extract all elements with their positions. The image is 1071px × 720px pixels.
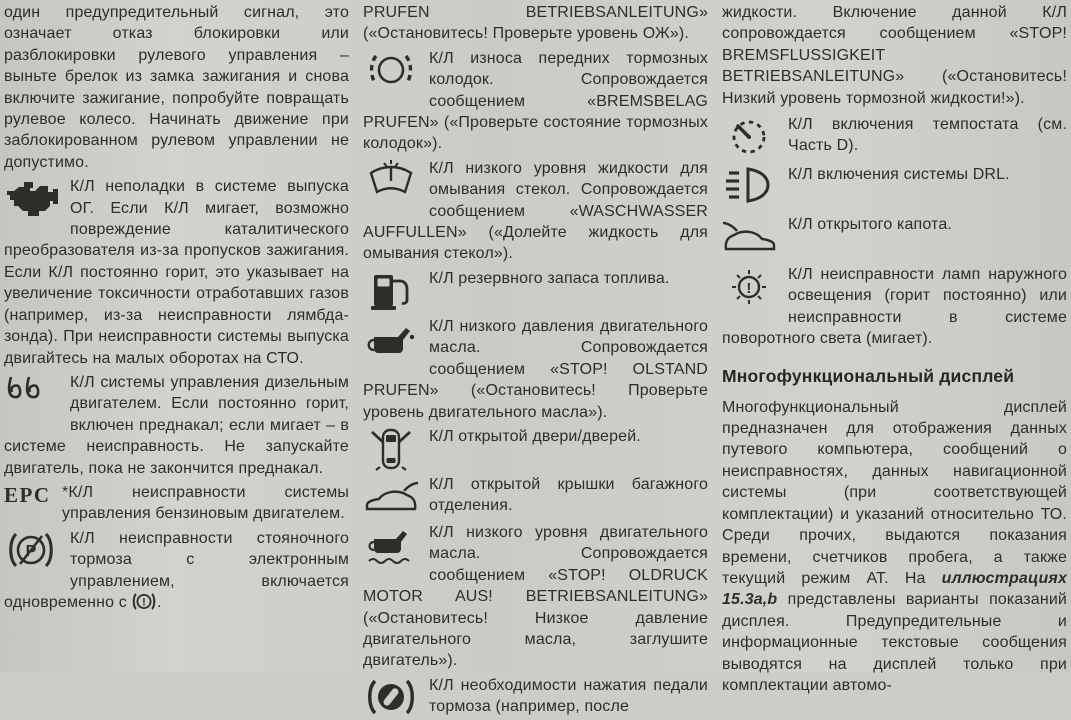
entry-hood-open [722, 214, 1067, 259]
brake-pedal-icon [363, 676, 421, 720]
section-heading-multifunction-display: Многофункциональный дисплей [722, 365, 1015, 386]
entry-glow-plug [4, 372, 349, 479]
entry-door-open [363, 426, 708, 471]
fuel-reserve-icon [363, 269, 421, 313]
svg-text:!: ! [142, 596, 146, 609]
drl-icon [722, 165, 780, 209]
entry-text: К/Л включения системы DRL. [788, 166, 1010, 184]
oil-level-icon [363, 523, 421, 567]
paragraph-brake-fluid-continuation: жидкости. Включение данной К/Л сопровождается сообщением «STOP! BREMSFLUSSIGKEIT BETRIEBSANLEITUNG» («Остановитесь! Низкий уровень тормозной жидкости!»). [722, 4, 1067, 107]
entry-text: К/Л износа передних тормозных колодок. Сопровождается сообщением «BREMSBELAG PRUFEN» («Проверьте состояние тормозных колодок»). [363, 49, 708, 153]
paragraph-part: Многофункциональный дисплей предназначен для отображения данных путевого компьютера, сообщений о неисправностях, данных навигационной системы (при соответствующей комплектации) и указаний относительно ТО. Среди прочих, выдаются показания времени, счетчиков пробега, а также текущий режим АТ. На [722, 398, 1067, 587]
entry-text: К/Л открытого капота. [788, 216, 952, 234]
entry-brake-pedal [363, 675, 708, 720]
illustration-reference: иллюстрациях 15.3a,b [722, 569, 1067, 609]
trunk-open-icon [363, 475, 421, 519]
entry-text: К/Л низкого давления двигательного масла. Сопровождается сообщением «STOP! OLSTAND PRUFEN» («Остановитесь! Проверьте уровень двигательного масла»). [363, 317, 708, 421]
entry-text: К/Л необходимости нажатия педали тормоза (например, после [429, 676, 708, 716]
entry-text: К/Л неполадки в системе выпуска ОГ. Если К/Л мигает, возможно повреждение каталитического преобразователя из-за пропусков зажигания. Если К/Л постоянно горит, это указывает на увеличение токсичности отработавших газов (например, из-за неисправности лямбда-зонда). При неисправности системы выпуска двигайтесь на малых оборотах на СТО. [4, 178, 349, 367]
entry-text: К/Л резервного запаса топлива. [429, 269, 670, 287]
washer-fluid-icon [363, 159, 421, 203]
svg-text:!: ! [746, 280, 752, 298]
entry-text: К/Л низкого уровня жидкости для омывания стекол. Сопровождается сообщением «WASCHWASSER AUFFULLEN» («Долейте жидкость для омывания стекол»). [363, 159, 708, 263]
parking-brake-fault-icon [4, 529, 62, 573]
entry-text: К/Л открытой крышки багажного отделения. [429, 475, 708, 515]
entry-text: *К/Л неисправности системы управления бензиновым двигателем. [62, 483, 349, 523]
column-middle [363, 2, 708, 716]
entry-brake-pads [363, 48, 708, 155]
paragraph-steering-lock: один предупредительный сигнал, это означает отказ блокировки или разблокировки рулевого управления – выньте брелок из замка зажигания и снова включите зажигание, попробуйте повращать рулевое колесо. Начинать движение при заблокированном рулевом управлении не допустимо. [4, 4, 349, 171]
entry-text: К/Л неисправности ламп наружного освещения (горит постоянно) или неисправности в системе поворотного света (мигает). [722, 266, 1067, 348]
hood-open-icon [722, 215, 780, 259]
paragraph-multifunction-display [722, 397, 1067, 697]
svg-text:P: P [25, 542, 37, 560]
entry-text-suffix: . [156, 593, 162, 611]
brake-pads-icon [363, 49, 421, 93]
brake-warning-inline-icon [131, 592, 157, 617]
entry-fuel-reserve [363, 268, 708, 313]
entry-text: К/Л открытой двери/дверей. [429, 427, 641, 445]
entry-text: К/Л неисправности стояночного тормоза с электронным управлением, включается одновременно с [4, 529, 349, 611]
entry-check-engine [4, 176, 349, 369]
entry-washer-fluid [363, 158, 708, 265]
paragraph-part: представлены варианты показаний дисплея. Предупредительные и информационные текстовые сообщения выводятся на дисплей только при комплектации автомо- [722, 591, 1067, 694]
exterior-lamp-fault-icon [722, 265, 780, 309]
entry-text: К/Л включения темпостата (см. Часть D). [788, 116, 1067, 155]
entry-epc [4, 482, 349, 525]
cruise-control-icon [722, 115, 780, 159]
column-left [4, 2, 349, 670]
entry-oil-level [363, 522, 708, 672]
door-open-icon [363, 427, 421, 471]
entry-drl [722, 164, 1067, 209]
entry-oil-pressure [363, 316, 708, 423]
paragraph-coolant-continuation: PRUFEN BETRIEBSANLEITUNG» («Остановитесь! Проверьте уровень ОЖ»). [363, 4, 708, 43]
entry-trunk-open [363, 474, 708, 519]
column-right [722, 2, 1067, 694]
entry-text: К/Л системы управления дизельным двигателем. Если постоянно горит, включен преднакал; если мигает – в системе неисправность. Не запускайте двигатель, пока не закончится преднакал. [4, 373, 349, 477]
check-engine-icon [4, 177, 62, 221]
glow-plug-icon [4, 373, 62, 417]
entry-text: К/Л низкого уровня двигательного масла. Сопровождается сообщением «STOP! OLDRUCK MOTOR AUS! BETRIEBSANLEITUNG» («Остановитесь! Низкое давление двигательного масла, заглушите двигатель»). [363, 523, 708, 670]
entry-parking-brake-fault [4, 528, 349, 618]
oil-pressure-icon [363, 317, 421, 361]
entry-exterior-lamp-fault [722, 264, 1067, 350]
epc-label: EPC [4, 482, 51, 507]
entry-cruise-control [722, 114, 1067, 159]
